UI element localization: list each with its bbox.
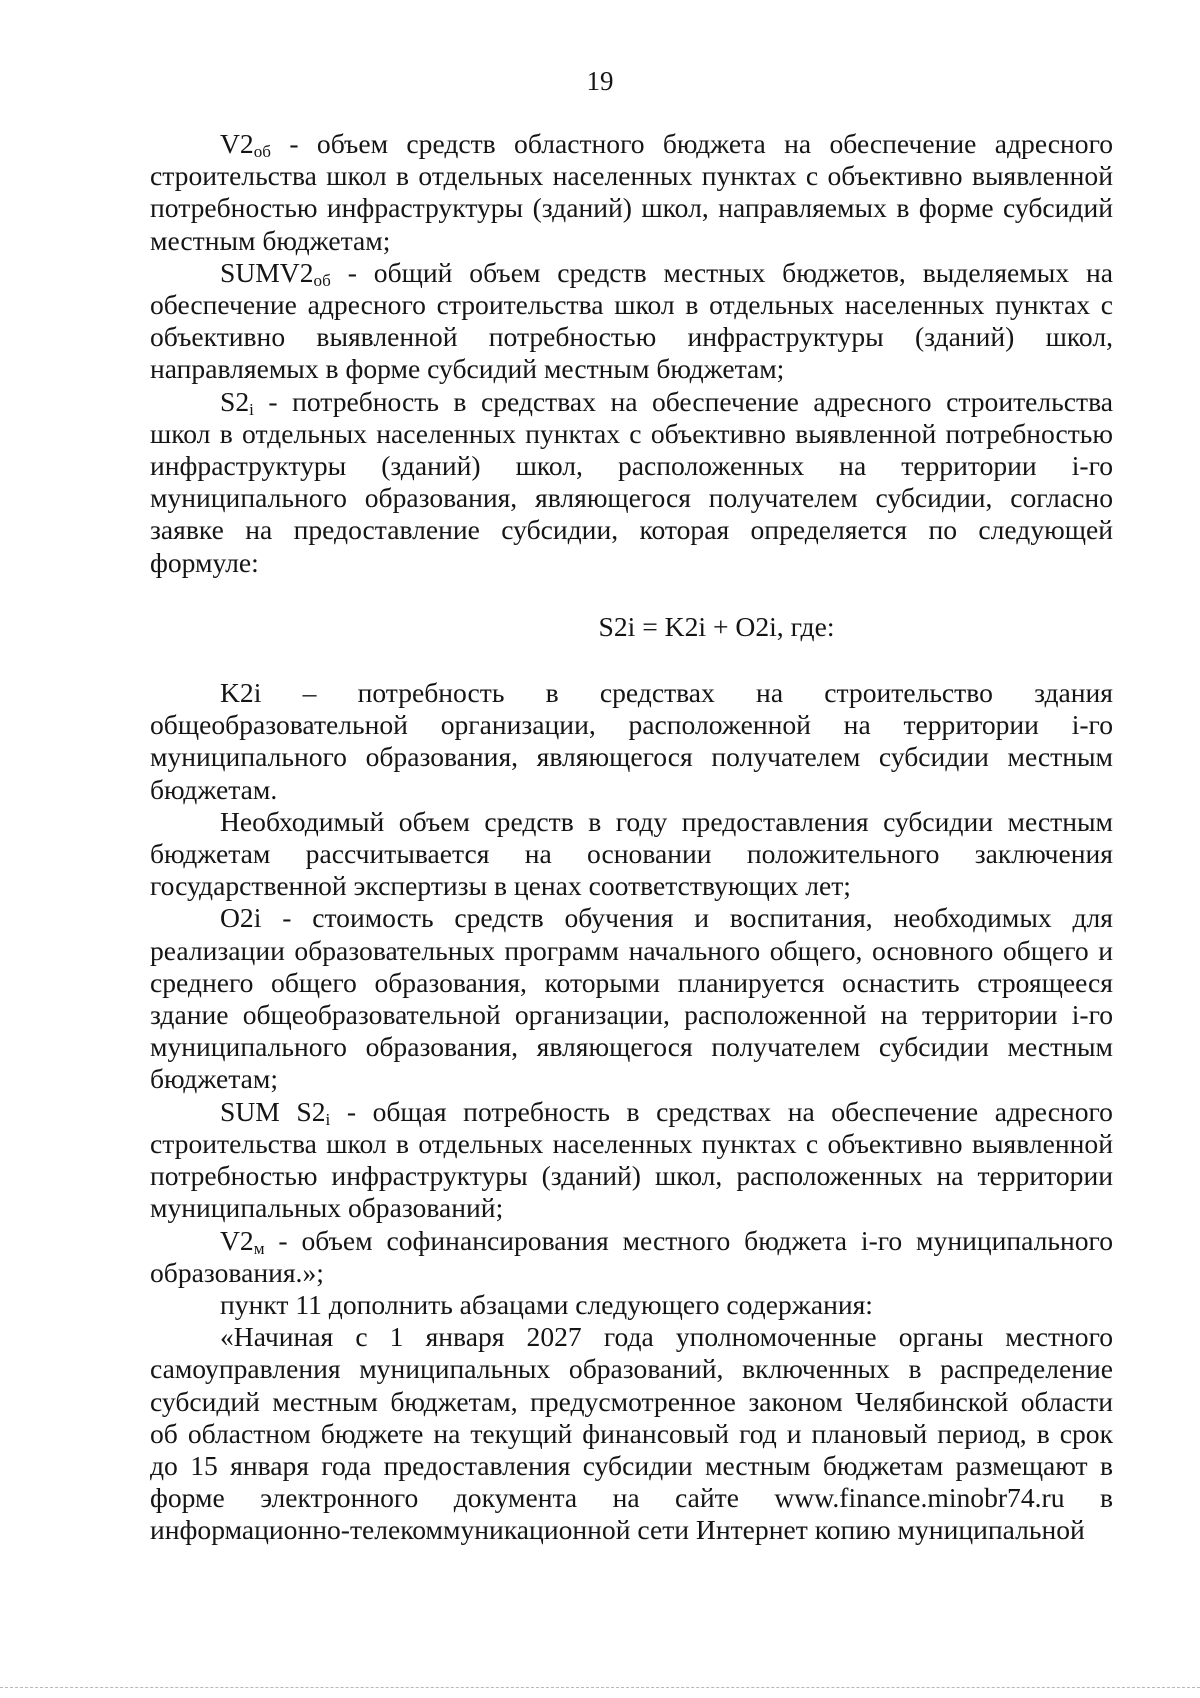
paragraph-s2i: $S2_i$ - потребность в средствах на обеспечение адресного строительства школ в отдельных населенных пунктах с объективно выявленной потребностью инфраструктуры (зданий) школ, расположенных на территории i-го муниципального образования, являющегося получателем субсидии, согласно заявке на предоставление субсидии, которая определяется по следующей формуле:: [150, 385, 1113, 578]
paragraph-sum-s2i: SUM $S2_i$ - общая потребность в средствах на обеспечение адресного строительства школ в отдельных населенных пунктах с объективно выявленной потребностью инфраструктуры (зданий) школ, расположенных на территории муниципальных образований;: [150, 1095, 1113, 1224]
paragraph-v2-m: $V2_м$ - объем софинансирования местного бюджета i-го муниципального образования.»;: [150, 1224, 1113, 1288]
paragraph-k2i: [150, 677, 1113, 806]
k2i-continuation: общеобразовательной организации, расположенной на территории i-го муниципального образования, являющегося получателем субсидии местным бюджетам.: [150, 709, 1113, 805]
scan-edge-line: [0, 1687, 1200, 1688]
symbol: $SUMV2_{об}$: [220, 256, 331, 290]
paragraph-o2i: O2i - стоимость средств обучения и воспитания, необходимых для реализации образовательных программ начального общего, основного общего и среднего общего образования, которыми планируется оснастить строящееся здание общеобразовательной организации, расположенной на территории i-го муниципального образования, являющегося получателем субсидии местным бюджетам;: [150, 902, 1113, 1095]
document-body: [150, 128, 1113, 1547]
symbol: $S2_i$: [220, 385, 254, 419]
symbol: $V2_{об}$: [220, 128, 271, 161]
symbol: $V2_м$: [220, 1224, 265, 1258]
paragraph-v2-ob: $V2_{об}$ - объем средств областного бюджета на обеспечение адресного строительства школ в отдельных населенных пунктах с объективно выявленной потребностью инфраструктуры (зданий) школ, направляемых в форме субсидий местным бюджетам;: [150, 128, 1113, 256]
paragraph-item-11: пункт 11 дополнить абзацами следующего содержания:: [220, 1288, 873, 1320]
paragraph-starting-2027: «Начиная с 1 января 2027 года уполномоченные органы местного самоуправления муниципальных образований, включенных в распределение субсидий местным бюджетам, предусмотренное законом Челябинской области об областном бюджете на текущий финансовый год и плановый период, в срок до 15 января года предоставления субсидии местным бюджетам размещают в форме электронного документа на сайте www.finance.minobr74.ru в информационно-телекоммуникационной сети Интернет копию муниципальной: [150, 1321, 1113, 1546]
formula: S2i = K2i + O2i, где:: [598, 610, 835, 642]
page-number: 19: [586, 66, 614, 96]
symbol: SUM $S2_i$: [220, 1095, 331, 1129]
paragraph-sumv2-ob: $SUMV2_{об}$ - общий объем средств местных бюджетов, выделяемых на обеспечение адресного строительства школ в отдельных населенных пунктах с объективно выявленной потребностью инфраструктуры (зданий) школ, направляемых в форме субсидий местным бюджетам;: [150, 256, 1113, 385]
k2i-first-line: K2i – потребность в средствах на строительство здания: [220, 677, 1113, 709]
paragraph-required-volume: Необходимый объем средств в году предоставления субсидии местным бюджетам рассчитывается на основании положительного заключения государственной экспертизы в ценах соответствующих лет;: [150, 805, 1113, 902]
